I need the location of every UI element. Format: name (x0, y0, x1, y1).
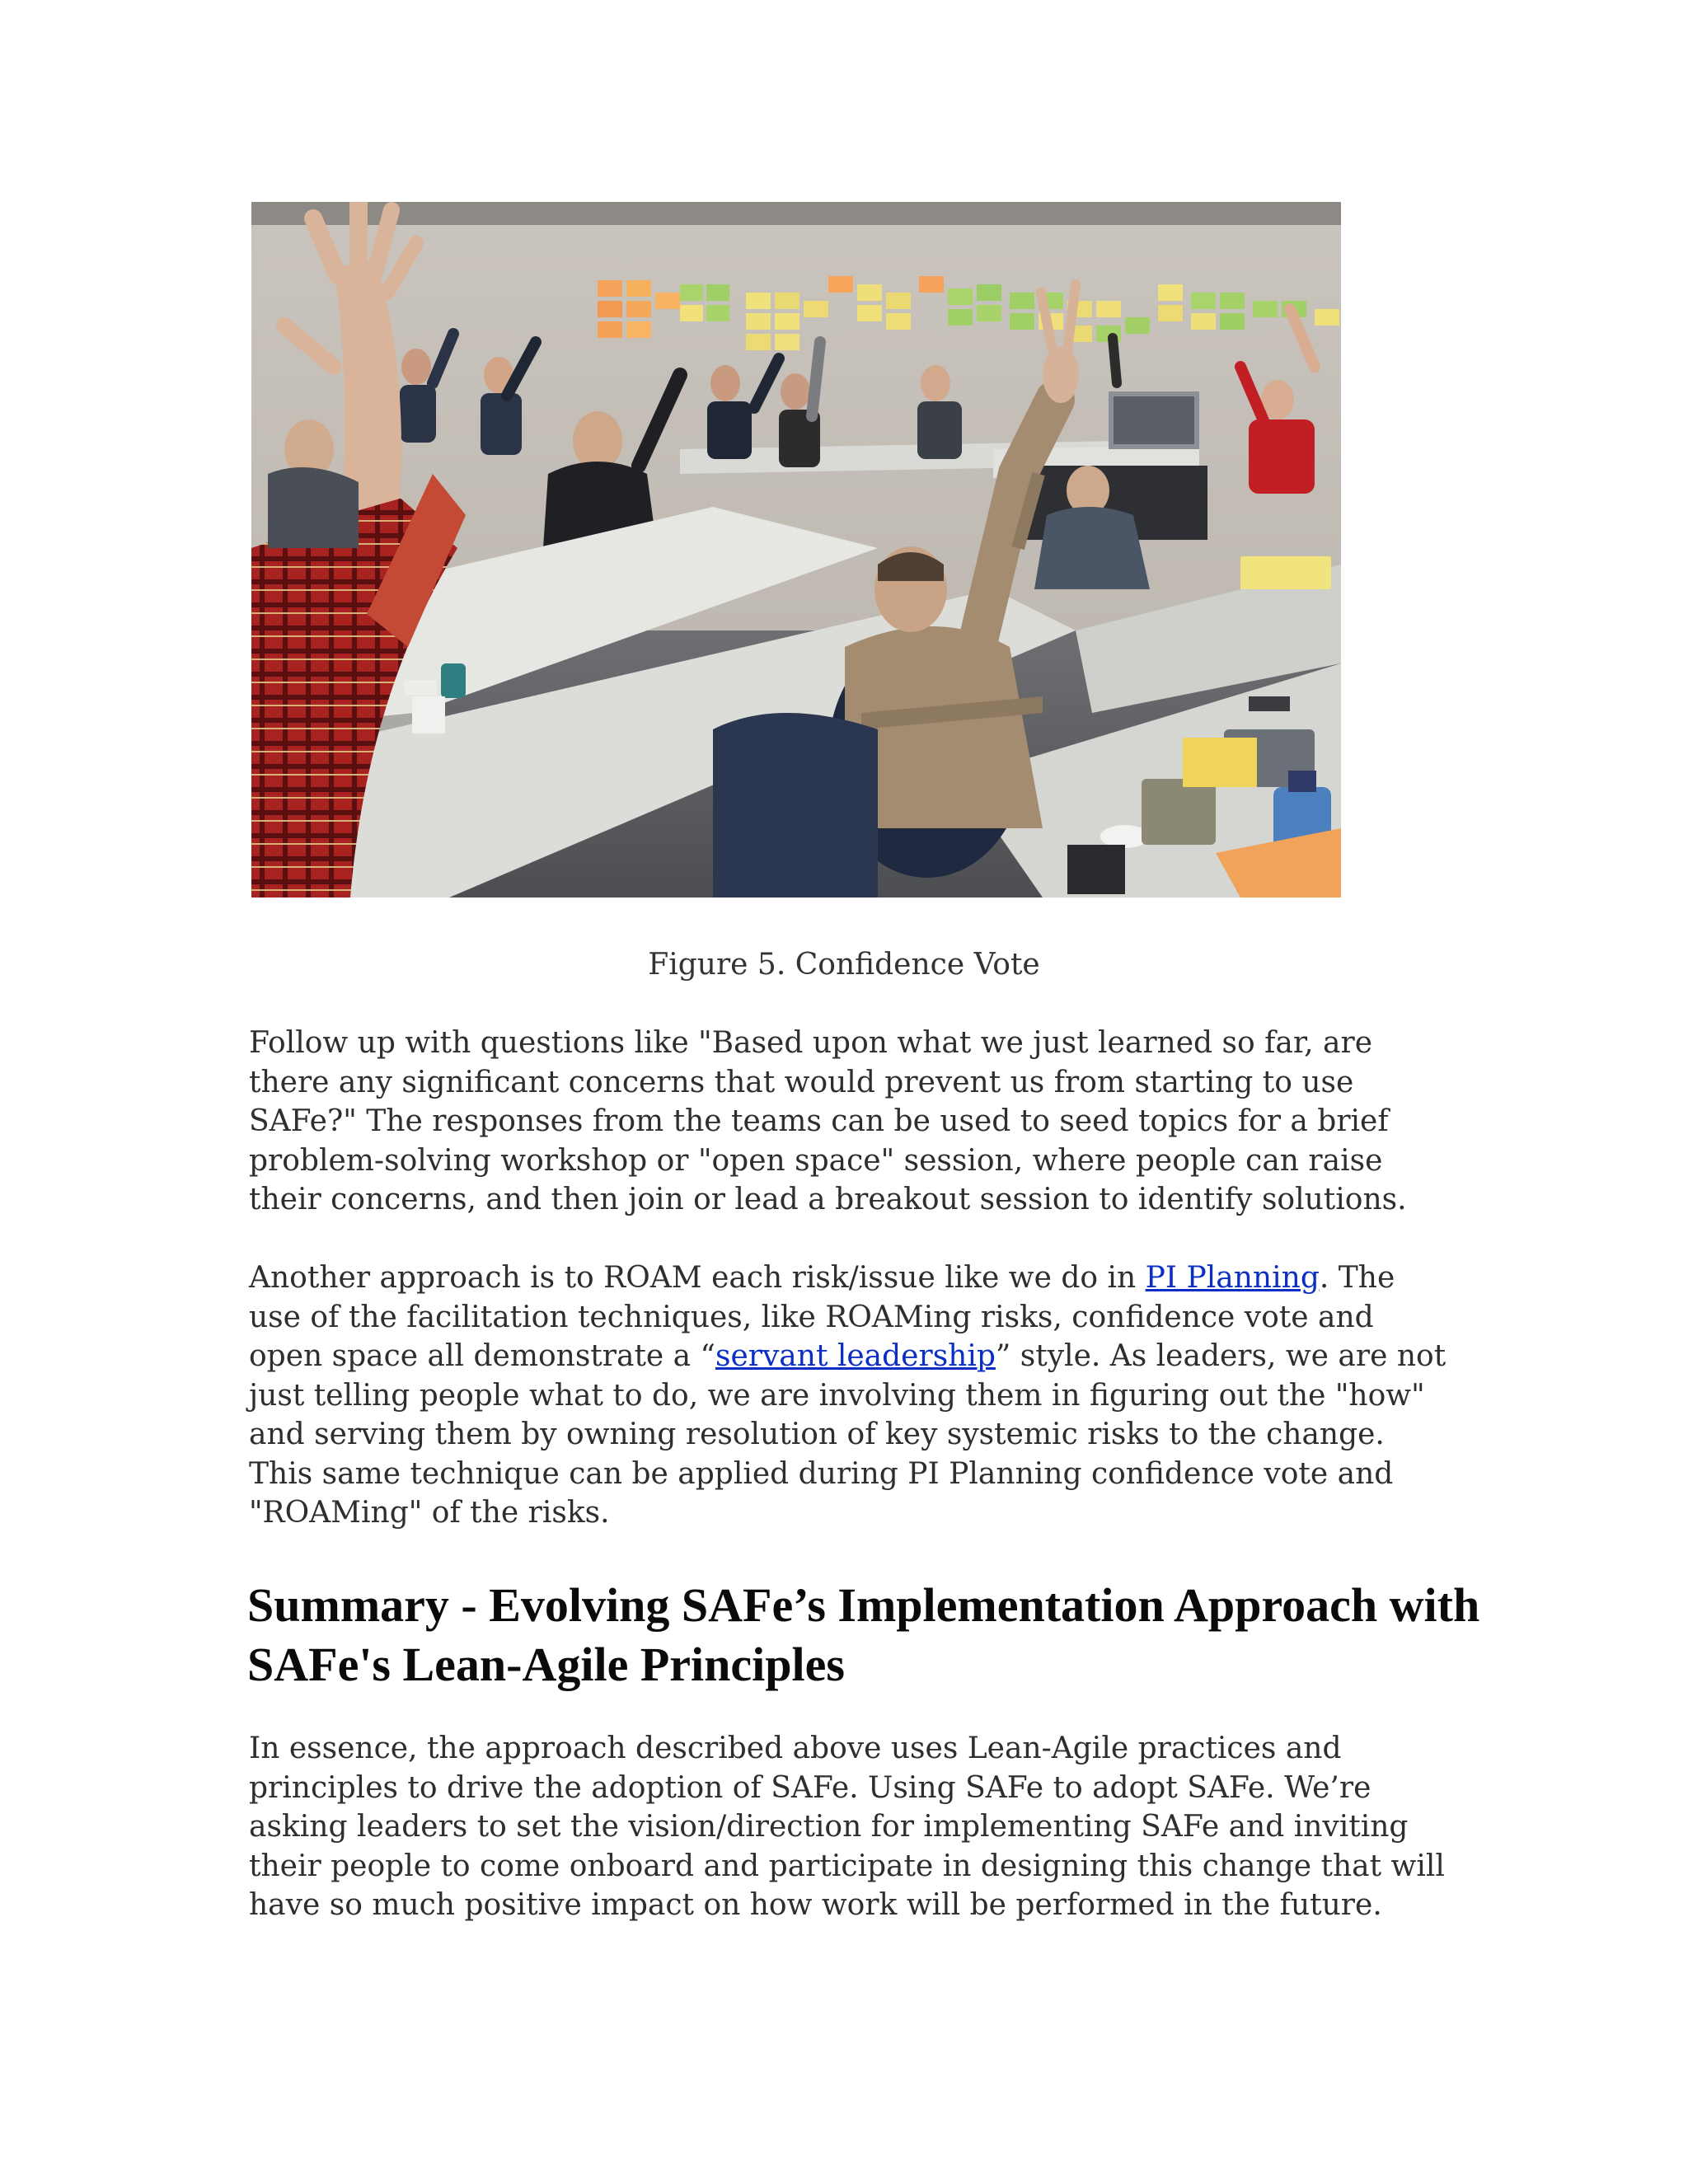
paragraph-text-segment: Another approach is to ROAM each risk/issue like we do in (249, 1261, 1146, 1295)
paragraph-in-essence: In essence, the approach described above uses Lean-Agile practices and principles to drive the adoption of SAFe. Using SAFe to adopt SAFe. We’re asking leaders to set the vision/direction for implementing SAFe and inviting their people to come onboard and participate in designing this change that will have so much positive impact on how work will be performed in the future. (249, 1732, 1445, 1922)
paragraph-text-segment: ” style. As leaders, we are not just telling people what to do, we are involving them in figuring out the "how" and serving them by owning resolution of key systemic risks to the change. This same technique can be applied during PI Planning confidence vote and "ROAMing" of the risks. (249, 1339, 1447, 1530)
pi-planning-link[interactable]: PI Planning (1145, 1261, 1320, 1295)
paragraph-follow-up: Follow up with questions like "Based upon what we just learned so far, are there any significant concerns that would prevent us from starting to use SAFe?" The responses from the teams can be used to seed topics for a brief problem-solving workshop or "open space" session, where people can raise their concerns, and then join or lead a breakout session to identify solutions. (249, 1026, 1407, 1216)
paragraph-text-segment: . The use of the facilitation techniques, like ROAMing risks, confidence vote and open space all demonstrate a “ (249, 1261, 1395, 1373)
figure-caption: Figure 5. Confidence Vote (648, 948, 1040, 982)
section-heading-summary: Summary - Evolving SAFe’s Implementation Approach with SAFe's Lean-Agile Principles (247, 1578, 1480, 1691)
paragraph-roam-approach (249, 1258, 1452, 1533)
servant-leadership-link[interactable]: servant leadership (715, 1339, 996, 1373)
confidence-vote-photo (251, 202, 1341, 898)
